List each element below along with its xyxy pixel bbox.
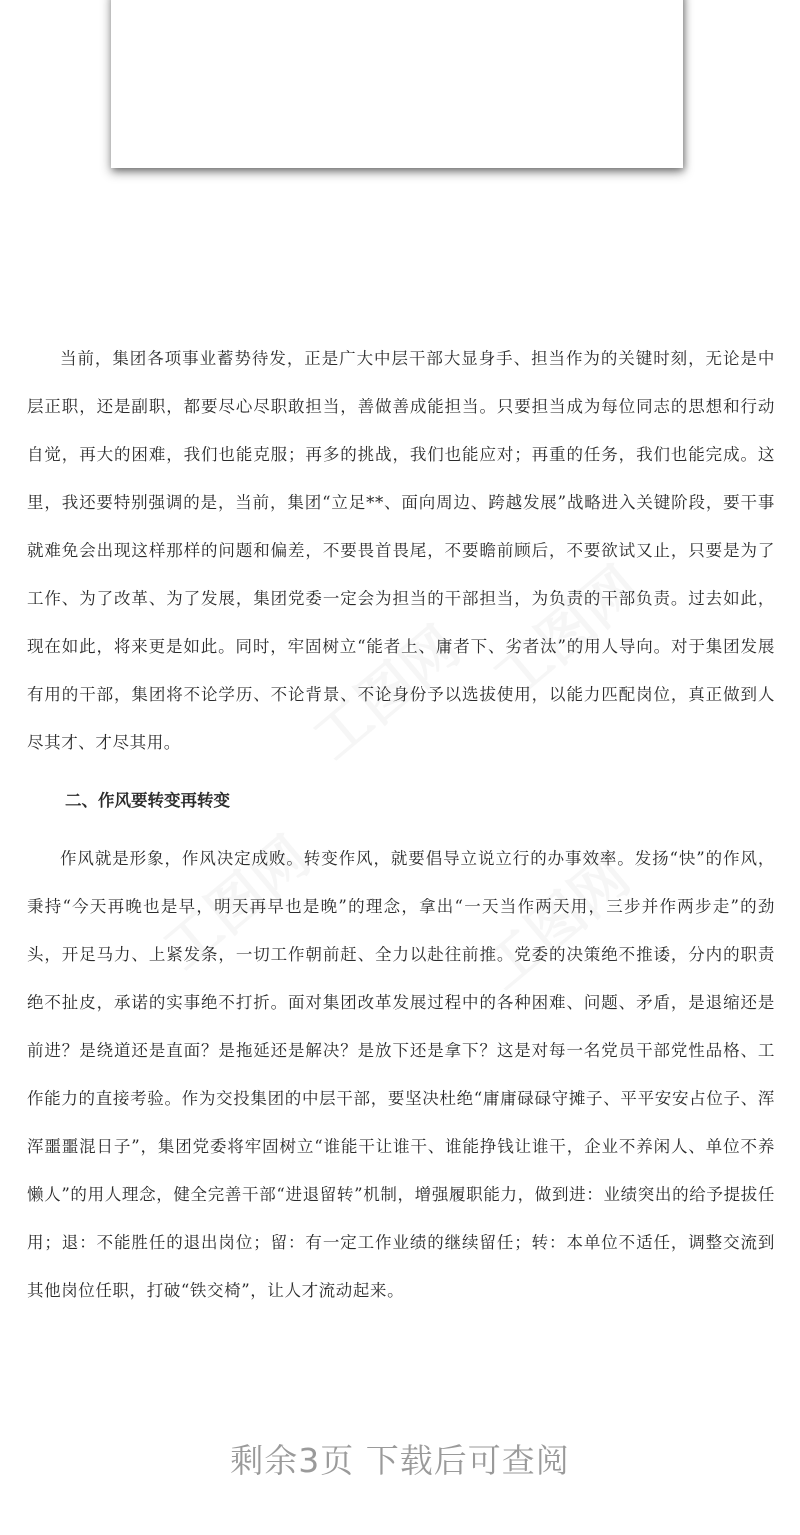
watermark: 工图网 xyxy=(481,554,653,713)
watermark: 工图网 xyxy=(151,824,323,983)
previous-page-preview xyxy=(111,0,683,168)
watermark: 工图网 xyxy=(301,614,473,773)
remaining-pages-notice[interactable]: 剩余3页 下载后可查阅 xyxy=(230,1441,570,1480)
paragraph: 当前，集团各项事业蓄势待发，正是广大中层干部大显身手、担当作为的关键时刻，无论是中层正职，还是副职，都要尽心尽职敢担当，善做善成能担当。只要担当成为每位同志的思想和行动自觉，再大的困难，我们也能克服；再多的挑战，我们也能应对；再重的任务，我们也能完成。这里，我还要特别强调的是，当前，集团“立足**、面向周边、跨越发展”战略进入关键阶段，要干事就难免会出现这样那样的问题和偏差，不要畏首畏尾，不要瞻前顾后，不要欲试又止，只要是为了工作、为了改革、为了发展，集团党委一定会为担当的干部担当，为负责的干部负责。过去如此，现在如此，将来更是如此。同时，牢固树立“能者上、庸者下、劣者汰”的用人导向。对于集团发展有用的干部，集团将不论学历、不论背景、不论身份予以选拔使用，以能力匹配岗位，真正做到人尽其才、才尽其用。 xyxy=(27,349,775,752)
document-body xyxy=(27,335,775,1315)
watermark: 工图网 xyxy=(471,844,643,1003)
section-heading: 二、作风要转变再转变 xyxy=(65,791,230,810)
paragraph: 作风就是形象，作风决定成败。转变作风，就要倡导立说立行的办事效率。发扬“快”的作风，秉持“今天再晚也是早，明天再早也是晚”的理念，拿出“一天当作两天用，三步并作两步走”的劲头，开足马力、上紧发条，一切工作朝前赶、全力以赴往前推。党委的决策绝不推诿，分内的职责绝不扯皮，承诺的实事绝不打折。面对集团改革发展过程中的各种困难、问题、矛盾，是退缩还是前进？是绕道还是直面？是拖延还是解决？是放下还是拿下？这是对每一名党员干部党性品格、工作能力的直接考验。作为交投集团的中层干部，要坚决杜绝“庸庸碌碌守摊子、平平安安占位子、浑浑噩噩混日子”，集团党委将牢固树立“谁能干让谁干、谁能挣钱让谁干，企业不养闲人、单位不养懒人”的用人理念，健全完善干部“进退留转”机制，增强履职能力，做到进：业绩突出的给予提拔任用；退：不能胜任的退出岗位；留：有一定工作业绩的继续留任；转：本单位不适任，调整交流到其他岗位任职，打破“铁交椅”，让人才流动起来。 xyxy=(27,849,775,1300)
